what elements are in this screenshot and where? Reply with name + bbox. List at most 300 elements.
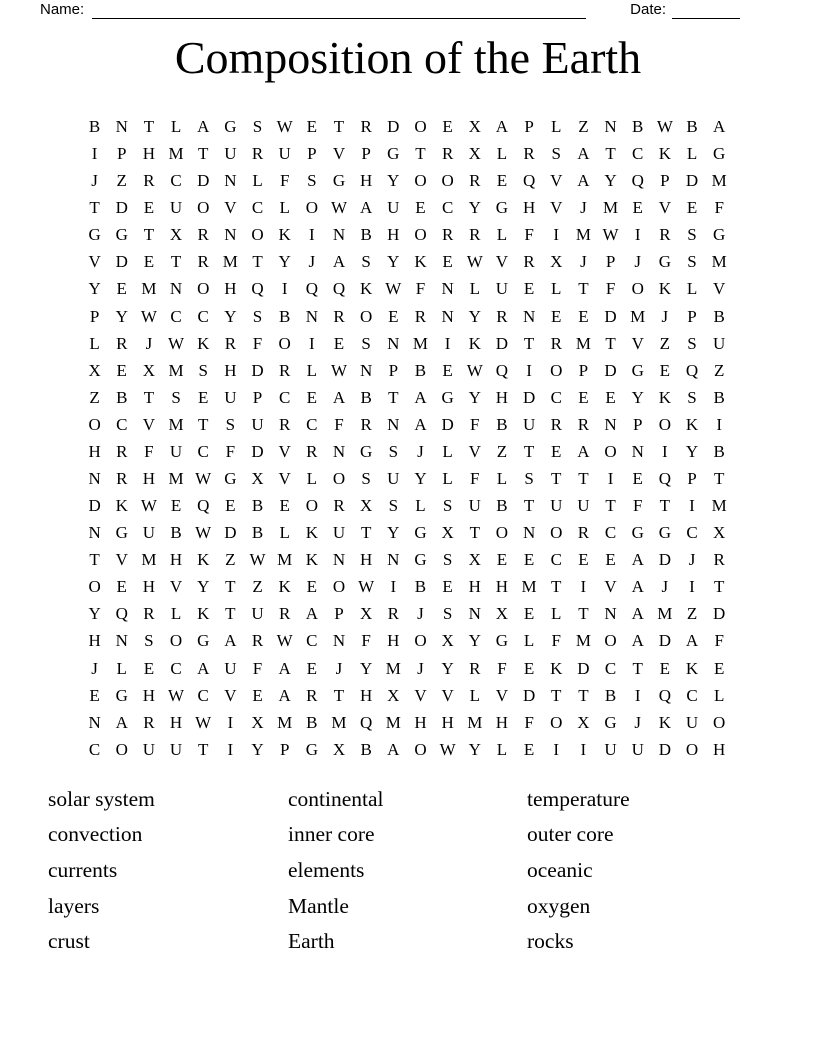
grid-letter: Q	[658, 685, 671, 705]
grid-letter: N	[169, 279, 183, 299]
grid-letter: C	[632, 144, 644, 164]
grid-letter: T	[388, 387, 399, 407]
grid-letter: N	[604, 414, 617, 434]
word-list-item: oceanic	[527, 858, 593, 883]
grid-letter: Y	[387, 523, 400, 543]
grid-row	[81, 384, 734, 411]
grid-letter: Q	[495, 360, 509, 380]
grid-letter: Z	[659, 333, 671, 353]
grid-letter: O	[414, 117, 427, 136]
grid-letter: N	[115, 631, 128, 651]
grid-letter: E	[551, 441, 562, 461]
grid-letter: J	[145, 333, 153, 353]
grid-letter: P	[578, 360, 589, 380]
word-list-column	[288, 782, 527, 960]
grid-letter: S	[551, 144, 561, 164]
grid-letter: S	[252, 117, 263, 136]
grid-letter: N	[224, 225, 237, 245]
grid-letter: V	[142, 414, 156, 434]
grid-letter: N	[88, 523, 101, 543]
grid-letter: N	[522, 306, 536, 326]
grid-letter: N	[522, 523, 536, 543]
grid-letter: M	[385, 658, 401, 678]
word-list-item: crust	[48, 929, 90, 954]
word-list-item: Mantle	[288, 893, 349, 918]
grid-letter: G	[224, 117, 237, 136]
grid-letter: K	[278, 225, 291, 245]
grid-letter: H	[387, 631, 400, 651]
grid-letter: T	[713, 577, 725, 597]
grid-letter: O	[360, 306, 373, 326]
grid-letter: F	[605, 279, 616, 299]
grid-letter: O	[495, 523, 509, 543]
grid-letter: U	[224, 387, 237, 407]
grid-letter: G	[115, 225, 128, 245]
grid-letter: S	[361, 252, 371, 272]
grid-letter: R	[279, 604, 291, 624]
grid-letter: W	[195, 523, 212, 543]
grid-letter: S	[144, 631, 154, 651]
grid-letter: A	[631, 550, 644, 570]
grid-letter: T	[551, 577, 562, 597]
grid-letter: Q	[251, 279, 264, 299]
grid-letter: H	[142, 577, 156, 597]
grid-letter: A	[360, 198, 373, 218]
grid-letter: O	[441, 171, 454, 191]
grid-letter: R	[577, 414, 590, 434]
grid-letter: S	[687, 225, 697, 245]
grid-letter: R	[441, 144, 454, 164]
grid-letter: I	[716, 414, 722, 434]
grid-letter: O	[414, 739, 427, 759]
grid-letter: K	[360, 279, 373, 299]
grid-letter: U	[251, 604, 264, 624]
grid-letter: P	[89, 306, 100, 326]
grid-letter: L	[469, 279, 480, 299]
grid-letter: K	[305, 550, 318, 570]
grid-letter: U	[387, 469, 400, 489]
grid-letter: K	[468, 333, 481, 353]
grid-letter: P	[687, 306, 697, 326]
grid-letter: X	[88, 360, 101, 380]
grid-letter: R	[197, 252, 209, 272]
grid-letter: B	[713, 387, 725, 407]
grid-letter: E	[252, 685, 263, 705]
grid-letter: D	[713, 604, 726, 624]
grid-letter: J	[580, 252, 587, 272]
grid-letter: F	[470, 469, 480, 489]
grid-letter: G	[495, 198, 509, 218]
grid-letter: H	[360, 171, 373, 191]
grid-letter: M	[168, 414, 184, 434]
grid-letter: T	[89, 198, 100, 218]
grid-letter: W	[276, 631, 293, 651]
grid-letter: W	[330, 198, 347, 218]
grid-letter: C	[170, 658, 182, 678]
grid-letter: G	[441, 387, 454, 407]
grid-letter: N	[387, 414, 400, 434]
grid-letter: H	[224, 279, 237, 299]
grid-letter: V	[414, 685, 427, 705]
grid-letter: X	[495, 604, 509, 624]
grid-row	[81, 465, 734, 492]
grid-letter: T	[333, 685, 345, 705]
grid-letter: X	[441, 631, 454, 651]
grid-letter: W	[276, 117, 293, 136]
grid-letter: L	[496, 144, 508, 164]
grid-row	[81, 221, 734, 248]
grid-letter: E	[89, 685, 100, 705]
grid-letter: R	[523, 252, 535, 272]
grid-letter: V	[468, 441, 481, 461]
grid-letter: R	[469, 171, 481, 191]
grid-letter: D	[495, 333, 509, 353]
grid-letter: L	[442, 469, 453, 489]
grid-letter: X	[332, 739, 346, 759]
grid-letter: B	[414, 577, 427, 597]
grid-letter: J	[580, 198, 587, 218]
grid-letter: U	[495, 279, 509, 299]
grid-letter: P	[252, 387, 263, 407]
grid-letter: C	[686, 685, 698, 705]
grid-letter: F	[714, 198, 724, 218]
grid-letter: K	[115, 496, 128, 516]
word-list-item: outer core	[527, 822, 614, 847]
grid-letter: D	[251, 441, 264, 461]
grid-letter: J	[417, 441, 424, 461]
grid-letter: J	[661, 577, 669, 597]
grid-letter: M	[602, 198, 619, 218]
grid-letter: N	[305, 306, 318, 326]
grid-letter: Y	[468, 631, 481, 651]
grid-letter: T	[225, 577, 236, 597]
grid-letter: G	[224, 469, 237, 489]
grid-letter: I	[580, 739, 587, 759]
grid-letter: B	[632, 117, 644, 136]
grid-letter: V	[224, 198, 237, 218]
grid-letter: E	[605, 550, 616, 570]
word-list-item: layers	[48, 893, 100, 918]
grid-letter: L	[551, 604, 562, 624]
grid-letter: M	[331, 712, 347, 732]
grid-letter: V	[658, 198, 671, 218]
grid-letter: E	[523, 658, 535, 678]
grid-letter: P	[660, 171, 670, 191]
grid-letter: N	[115, 117, 128, 136]
grid-letter: G	[305, 739, 318, 759]
grid-letter: O	[169, 631, 183, 651]
grid-letter: B	[170, 523, 182, 543]
grid-letter: T	[198, 414, 209, 434]
grid-letter: C	[686, 523, 698, 543]
grid-letter: X	[468, 550, 481, 570]
grid-letter: A	[414, 414, 427, 434]
grid-letter: W	[358, 577, 375, 597]
worksheet-header	[0, 0, 816, 19]
grid-letter: E	[442, 360, 453, 380]
grid-letter: Q	[685, 360, 699, 380]
grid-letter: E	[551, 306, 562, 326]
grid-letter: O	[305, 198, 318, 218]
grid-letter: M	[222, 252, 238, 272]
grid-letter: T	[578, 685, 589, 705]
grid-letter: P	[117, 144, 127, 164]
grid-letter: O	[550, 360, 563, 380]
grid-letter: U	[387, 198, 400, 218]
grid-letter: L	[170, 117, 182, 136]
grid-letter: E	[116, 360, 127, 380]
grid-letter: L	[551, 117, 562, 136]
grid-letter: X	[360, 496, 373, 516]
grid-letter: E	[578, 550, 589, 570]
grid-letter: O	[278, 333, 291, 353]
grid-letter: F	[144, 441, 154, 461]
grid-letter: M	[575, 225, 591, 245]
grid-letter: Y	[360, 658, 373, 678]
grid-letter: Q	[360, 712, 373, 732]
grid-row	[81, 194, 734, 221]
grid-letter: Q	[305, 279, 318, 299]
grid-letter: X	[360, 604, 373, 624]
grid-letter: L	[252, 171, 263, 191]
grid-letter: W	[249, 550, 266, 570]
grid-letter: E	[116, 279, 127, 299]
grid-letter: X	[387, 685, 400, 705]
grid-letter: U	[713, 333, 726, 353]
grid-letter: E	[496, 171, 508, 191]
grid-letter: M	[575, 333, 591, 353]
grid-letter: S	[687, 333, 697, 353]
grid-letter: R	[659, 225, 671, 245]
grid-letter: T	[659, 496, 671, 516]
grid-letter: X	[468, 117, 481, 136]
grid-letter: G	[414, 523, 427, 543]
grid-letter: F	[279, 171, 290, 191]
grid-letter: T	[605, 333, 616, 353]
grid-letter: S	[388, 496, 399, 516]
grid-letter: D	[441, 414, 454, 434]
grid-letter: A	[713, 117, 726, 136]
grid-letter: D	[387, 117, 400, 136]
grid-letter: L	[415, 496, 426, 516]
grid-letter: T	[360, 523, 372, 543]
grid-letter: N	[332, 441, 346, 461]
grid-row	[81, 682, 734, 709]
grid-letter: I	[281, 279, 288, 299]
grid-letter: I	[308, 225, 315, 245]
grid-letter: T	[551, 469, 562, 489]
grid-letter: Y	[115, 306, 128, 326]
grid-letter: O	[332, 577, 346, 597]
grid-letter: Z	[89, 387, 100, 407]
grid-letter: Y	[88, 279, 101, 299]
grid-letter: B	[306, 712, 318, 732]
grid-letter: A	[224, 631, 237, 651]
grid-letter: E	[198, 387, 209, 407]
grid-letter: E	[143, 252, 155, 272]
grid-letter: V	[278, 469, 291, 489]
grid-letter: D	[522, 387, 536, 407]
grid-letter: O	[197, 279, 210, 299]
grid-letter: L	[279, 198, 290, 218]
grid-letter: A	[387, 739, 400, 759]
grid-letter: H	[522, 198, 536, 218]
grid-letter: O	[414, 631, 427, 651]
grid-letter: E	[659, 360, 671, 380]
grid-letter: W	[439, 739, 456, 759]
grid-letter: A	[278, 658, 291, 678]
grid-letter: D	[604, 360, 617, 380]
grid-letter: A	[278, 685, 291, 705]
grid-letter: E	[333, 333, 345, 353]
grid-letter: Q	[631, 171, 644, 191]
word-list-column	[527, 782, 747, 960]
grid-letter: I	[634, 685, 641, 705]
grid-letter: U	[577, 496, 590, 516]
grid-letter: R	[333, 306, 345, 326]
grid-letter: K	[658, 387, 671, 407]
grid-letter: E	[605, 387, 616, 407]
grid-letter: W	[602, 225, 619, 245]
grid-letter: E	[225, 496, 236, 516]
grid-letter: M	[657, 604, 673, 624]
grid-letter: J	[417, 658, 424, 678]
grid-letter: W	[330, 360, 347, 380]
grid-letter: O	[88, 577, 101, 597]
grid-letter: U	[631, 739, 644, 759]
grid-letter: K	[658, 712, 671, 732]
grid-letter: L	[496, 469, 508, 489]
grid-letter: N	[441, 306, 454, 326]
grid-letter: U	[169, 739, 183, 759]
grid-letter: Q	[522, 171, 536, 191]
grid-letter: E	[415, 198, 426, 218]
grid-letter: C	[550, 550, 562, 570]
grid-letter: S	[442, 550, 453, 570]
grid-letter: B	[116, 387, 128, 407]
grid-letter: Z	[686, 604, 698, 624]
grid-letter: T	[89, 550, 100, 570]
grid-letter: M	[141, 550, 157, 570]
grid-letter: D	[115, 252, 128, 272]
grid-letter: T	[252, 252, 263, 272]
grid-letter: N	[441, 279, 454, 299]
grid-letter: S	[388, 441, 399, 461]
grid-letter: O	[88, 414, 101, 434]
grid-letter: K	[305, 523, 318, 543]
grid-row	[81, 736, 734, 763]
grid-letter: Y	[468, 306, 481, 326]
grid-letter: Y	[631, 387, 644, 407]
name-blank-line	[92, 3, 586, 19]
grid-letter: K	[197, 550, 210, 570]
grid-letter: G	[88, 225, 101, 245]
grid-letter: K	[685, 414, 699, 434]
grid-letter: N	[332, 225, 346, 245]
grid-letter: U	[468, 496, 481, 516]
grid-letter: I	[91, 144, 98, 164]
grid-letter: O	[685, 739, 699, 759]
grid-letter: T	[523, 441, 535, 461]
grid-letter: R	[469, 658, 481, 678]
grid-letter: H	[387, 225, 400, 245]
grid-letter: L	[686, 279, 698, 299]
grid-letter: T	[225, 604, 236, 624]
grid-letter: M	[711, 252, 727, 272]
name-label: Name:	[40, 1, 85, 18]
grid-letter: E	[523, 604, 535, 624]
grid-letter: N	[604, 604, 617, 624]
grid-letter: H	[360, 550, 373, 570]
grid-letter: D	[197, 171, 210, 191]
grid-row	[81, 519, 734, 546]
grid-letter: K	[658, 279, 671, 299]
grid-letter: R	[306, 685, 318, 705]
grid-row	[81, 275, 734, 302]
grid-letter: R	[550, 414, 562, 434]
grid-letter: L	[89, 333, 100, 353]
grid-letter: O	[332, 469, 346, 489]
grid-letter: B	[713, 441, 725, 461]
grid-letter: O	[197, 198, 210, 218]
grid-letter: C	[251, 198, 264, 218]
grid-letter: E	[578, 306, 589, 326]
grid-letter: H	[441, 712, 454, 732]
grid-row	[81, 140, 734, 167]
grid-letter: A	[115, 712, 128, 732]
grid-letter: R	[523, 144, 535, 164]
grid-letter: H	[142, 469, 156, 489]
grid-letter: B	[360, 387, 372, 407]
grid-letter: C	[170, 306, 182, 326]
grid-letter: C	[306, 414, 318, 434]
grid-letter: A	[197, 658, 210, 678]
grid-letter: N	[468, 604, 481, 624]
grid-letter: K	[414, 252, 427, 272]
grid-letter: H	[169, 712, 183, 732]
date-label: Date:	[630, 1, 666, 18]
grid-letter: O	[658, 414, 671, 434]
grid-letter: R	[279, 414, 291, 434]
grid-letter: S	[687, 252, 697, 272]
grid-letter: L	[713, 685, 725, 705]
grid-letter: C	[116, 414, 128, 434]
grid-letter: H	[169, 550, 183, 570]
grid-letter: G	[658, 252, 671, 272]
grid-letter: I	[553, 739, 560, 759]
grid-row	[81, 113, 734, 140]
grid-letter: R	[143, 171, 155, 191]
grid-letter: Y	[441, 658, 454, 678]
grid-letter: A	[631, 631, 644, 651]
grid-letter: I	[526, 360, 532, 380]
grid-letter: P	[307, 144, 317, 164]
grid-letter: H	[360, 685, 373, 705]
grid-letter: F	[470, 414, 480, 434]
grid-letter: U	[224, 658, 237, 678]
grid-letter: W	[656, 117, 673, 136]
grid-letter: T	[143, 225, 155, 245]
grid-letter: H	[88, 631, 101, 651]
grid-letter: U	[224, 144, 237, 164]
grid-letter: U	[685, 712, 699, 732]
grid-letter: E	[388, 306, 399, 326]
grid-row	[81, 303, 734, 330]
grid-letter: R	[360, 414, 372, 434]
grid-letter: M	[385, 712, 401, 732]
grid-letter: N	[88, 712, 101, 732]
grid-letter: N	[360, 360, 373, 380]
